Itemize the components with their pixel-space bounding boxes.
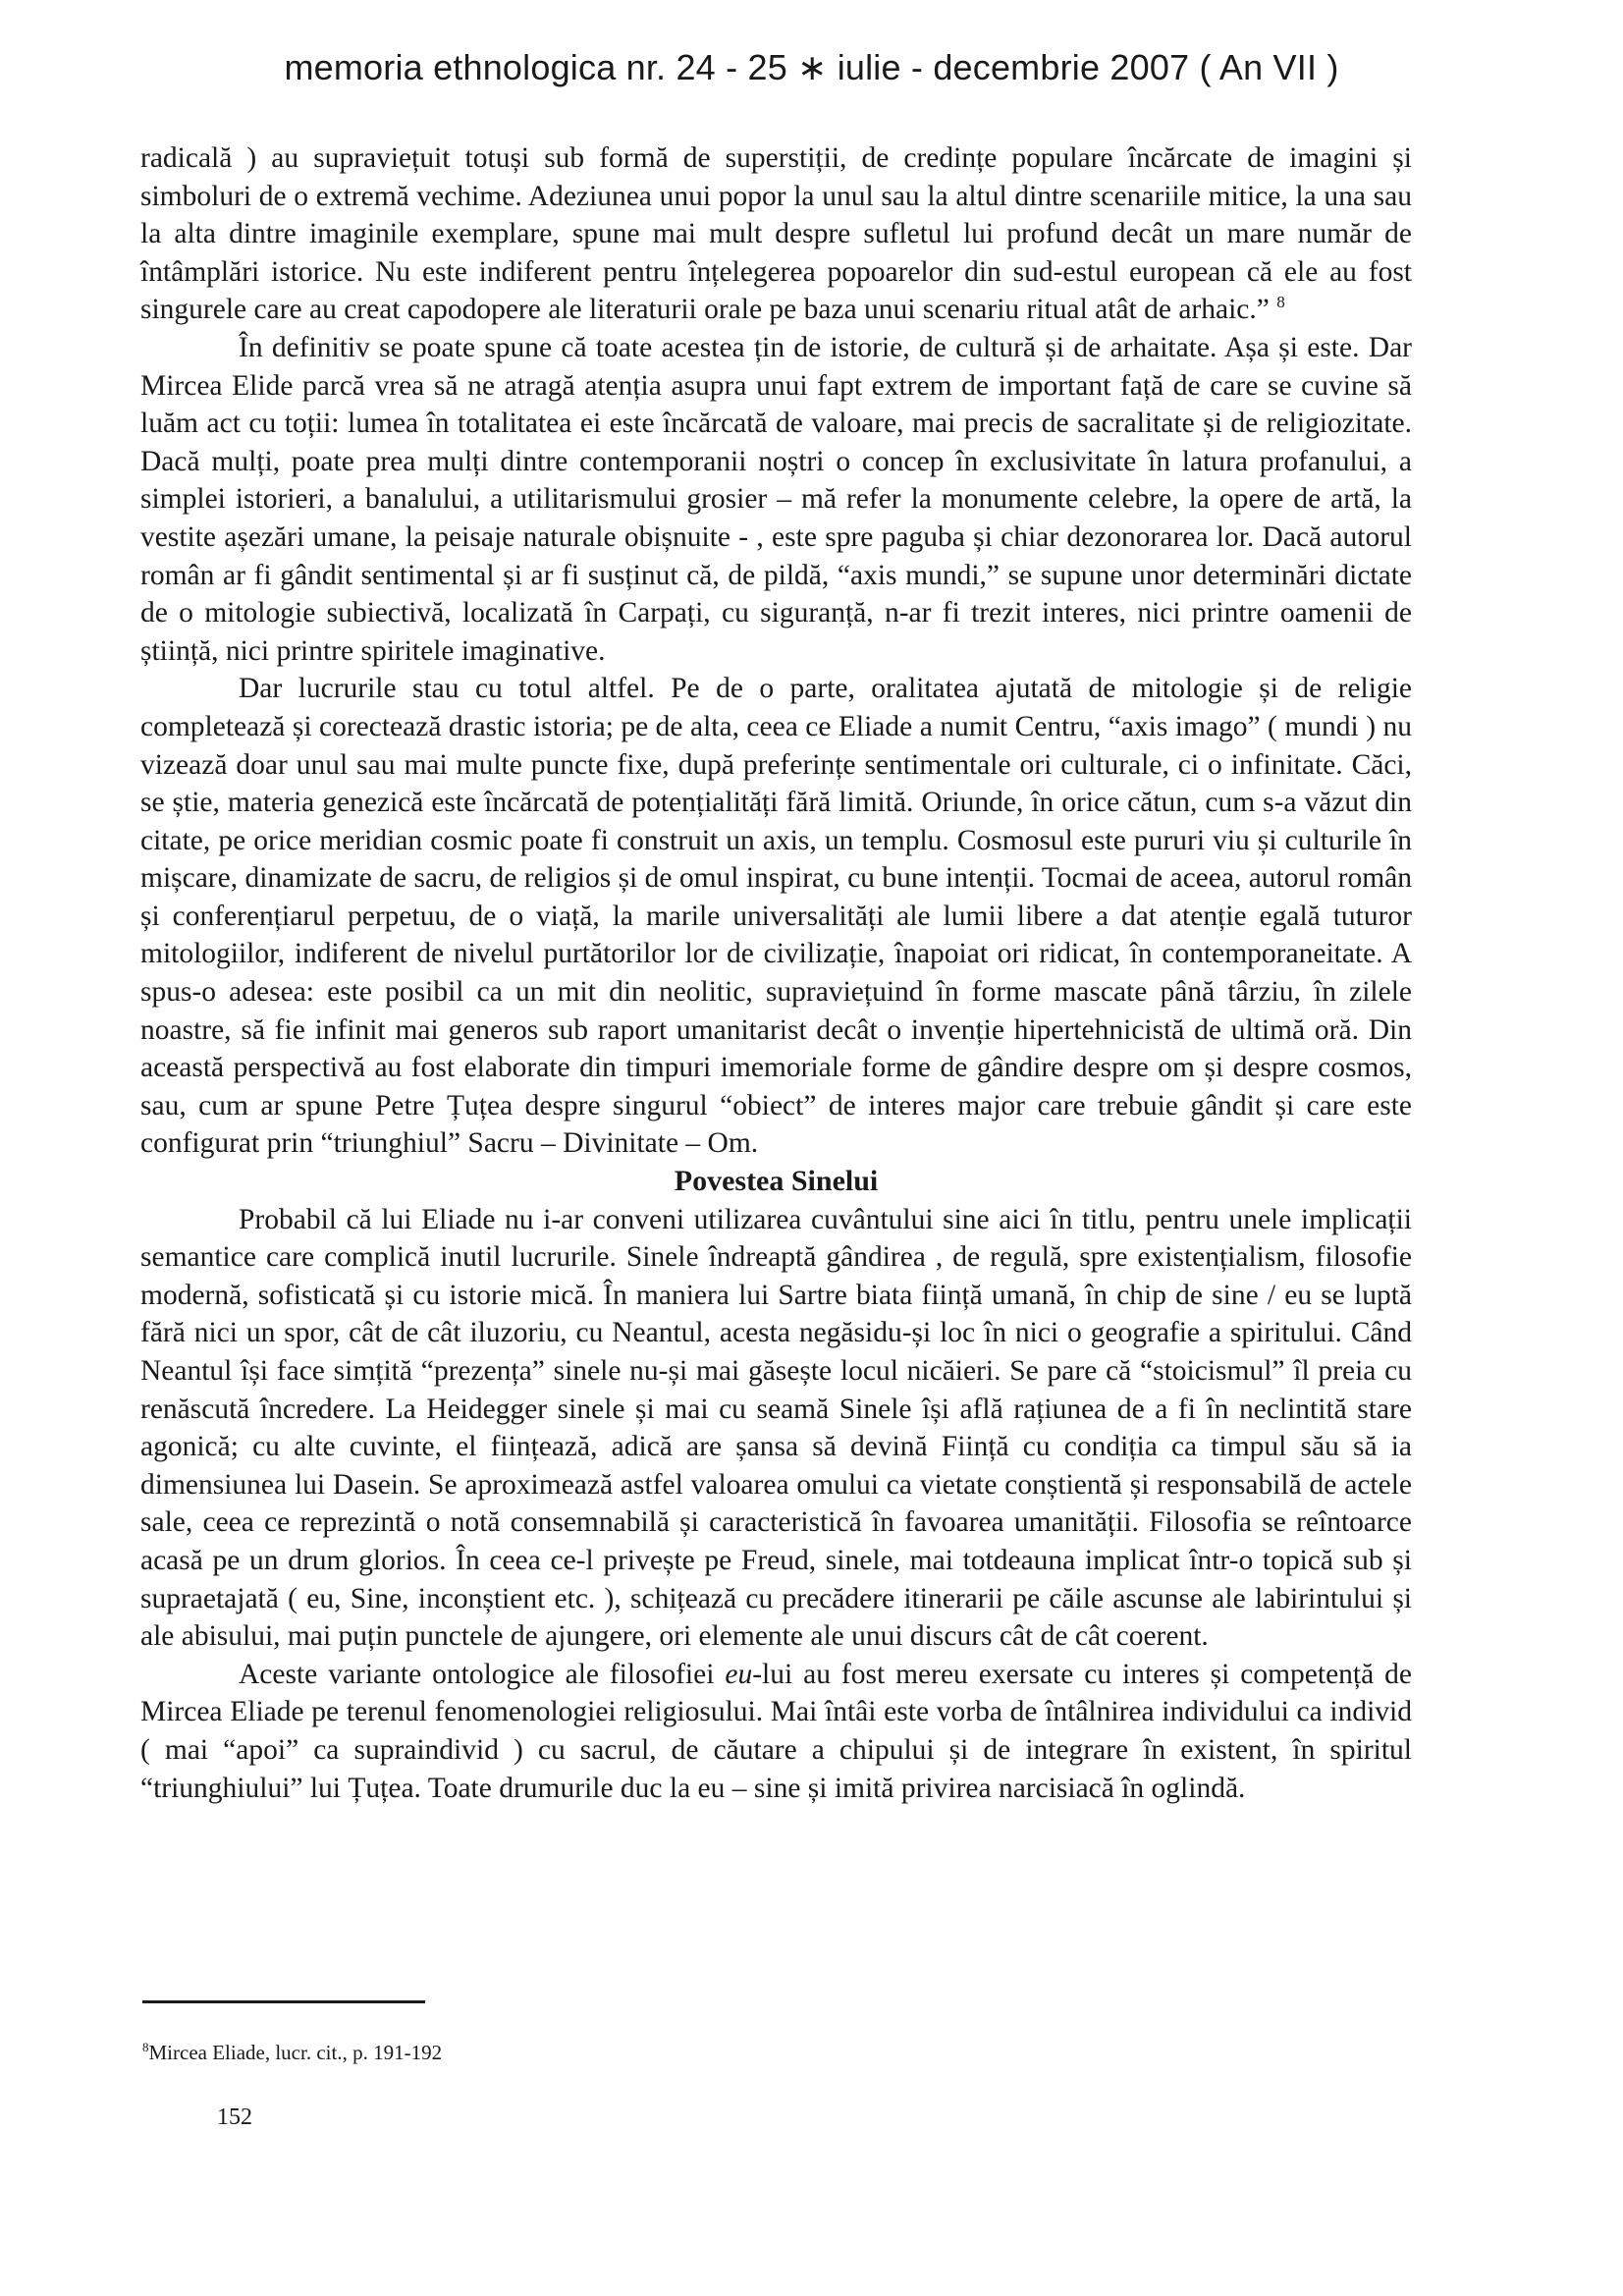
- paragraph-5-rest: -lui au fost mereu exersate cu interes și competență de Mircea Eliade pe terenul fenomenologiei religiosului. Mai întâi este vorba de întâlnirea individului ca individ ( mai “apoi” ca supraindivid ) cu sacrul, de căutare a chipului și de integrare în existent, în spiritul “triunghiului” lui Țuțea. Toate drumurile duc la eu – sine și imită privirea narcisiacă în oglindă.: [140, 1658, 1412, 1804]
- footnote-text: Mircea Eliade, lucr. cit., p. 191-192: [148, 2041, 443, 2064]
- paragraph-3: Dar lucrurile stau cu totul altfel. Pe de o parte, oralitatea ajutată de mitologie și de religie completează și corectează drastic istoria; pe de alta, ceea ce Eliade a numit Centru, “axis imago” ( mundi ) nu vizează doar unul sau mai multe puncte fixe, după preferințe sentimentale ori culturale, ci o infinitate. Căci, se știe, materia genezică este încărcată de potențialități fără limită. Oriunde, în orice cătun, cum s-a văzut din citate, pe orice meridian cosmic poate fi construit un axis, un templu. Cosmosul este pururi viu și culturile în mișcare, dinamizate de sacru, de religios și de omul inspirat, cu bune intenții. Tocmai de aceea, autorul român și conferențiarul perpetuu, de o viață, la marile universalități ale lumii libere a dat atenție egală tuturor mitologiilor, indiferent de nivelul purtătorilor lor de civilizație, înapoiat ori ridicat, în contemporaneitate. A spus-o adesea: este posibil ca un mit din neolitic, supraviețuind în forme mascate până târziu, în zilele noastre, să fie infinit mai generos sub raport umanitarist decât o invenție hipertehnicistă de ultimă oră. Din această perspectivă au fost elaborate din timpuri imemoriale forme de gândire despre om și despre cosmos, sau, cum ar spune Petre Țuțea despre singurul “obiect” de interes major care trebuie gândit și care este configurat prin “triunghiul” Sacru – Divinitate – Om.: [140, 673, 1412, 1160]
- footnote-number: 8: [142, 2040, 149, 2054]
- paragraph-5-lead: Aceste variante ontologice ale filosofiei: [239, 1658, 726, 1690]
- footnote-reference: 8: [1276, 293, 1285, 312]
- running-header: memoria ethnologica nr. 24 - 25 ∗ iulie - decembrie 2007 ( An VII ): [284, 47, 1339, 87]
- paragraph-4: Probabil că lui Eliade nu i-ar conveni utilizarea cuvântului sine aici în titlu, pentru unele implicații semantice care complică inutil lucrurile. Sinele îndreaptă gândirea , de regulă, spre existențialism, filosofie modernă, sofisticată și cu istorie mică. În maniera lui Sartre biata ființă umană, în chip de sine / eu se luptă fără nici un spor, cât de cât iluzoriu, cu Neantul, acesta negăsidu-și loc în nici o geografie a spiritului. Când Neantul își face simțită “prezența” sinele nu-și mai găsește locul nicăieri. Se pare că “stoicismul” îl preia cu renăscută încredere. La Heidegger sinele și mai cu seamă Sinele își află rațiunea de a fi în neclintită stare agonică; cu alte cuvinte, el ființează, adică are șansa să devină Ființă cu condiția ca timpul său să ia dimensiunea lui Dasein. Se aproximează astfel valoarea omului ca vietate conștientă și responsabilă de actele sale, ceea ce reprezintă o notă consemnabilă și caracteristică în favoarea umanității. Filosofia se reîntoarce acasă pe un drum glorios. În ceea ce-l privește pe Freud, sinele, mai totdeauna implicat într-o topică sub și supraetajată ( eu, Sine, inconștient etc. ), schițează cu precădere itinerarii pe căile ascunse ale labirintului și ale abisului, mai puțin punctele de ajungere, ori elemente ale unui discurs cât de cât coerent.: [140, 1203, 1412, 1653]
- paragraph-2: În definitiv se poate spune că toate acestea țin de istorie, de cultură și de arhaitate. Așa și este. Dar Mircea Elide parcă vrea să ne atragă atenția asupra unui fapt extrem de important față de care se cuvine să luăm act cu toții: lumea în totalitatea ei este încărcată de valoare, mai precis de sacralitate și de religiozitate. Dacă mulți, poate prea mulți dintre contemporanii noștri o concep în exclusivitate în latura profanului, a simplei istorieri, a banalului, a utilitarismului grosier – mă refer la monumente celebre, la opere de artă, la vestite așezări umane, la peisaje naturale obișnuite - , este spre paguba și chiar dezonorarea lor. Dacă autorul român ar fi gândit sentimental și ar fi susținut că, de pildă, “axis mundi,” se supune unor determinări dictate de o mitologie subiectivă, localizată în Carpați, cu siguranță, n-ar fi trezit interes, nici printre oamenii de știință, nici printre spiritele imaginative.: [140, 331, 1412, 667]
- paragraph-1: [140, 139, 1412, 329]
- footnote-divider: [142, 2000, 425, 2003]
- paragraph-5: [140, 1656, 1412, 1807]
- section-heading: Povestea Sinelui: [674, 1165, 879, 1198]
- footnote: [142, 2041, 442, 2065]
- page-number: 152: [217, 2105, 252, 2130]
- paragraph-1-text: radicală ) au supraviețuit totuși sub formă de superstiții, de credințe populare încărcate de imagini și simboluri de o extremă vechime. Adeziunea unui popor la unul sau la altul dintre scenariile mitice, la una sau la alta dintre imaginile exemplare, spune mai mult despre sufletul lui profund decât un mare număr de întâmplări istorice. Nu este indiferent pentru înțelegerea popoarelor din sud-estul european că ele au fost singurele care au creat capodopere ale literaturii orale pe baza unui scenariu ritual atât de arhaic.”: [140, 142, 1412, 326]
- paragraph-5-emphasis: eu: [725, 1658, 753, 1690]
- article-body: [140, 139, 1412, 1807]
